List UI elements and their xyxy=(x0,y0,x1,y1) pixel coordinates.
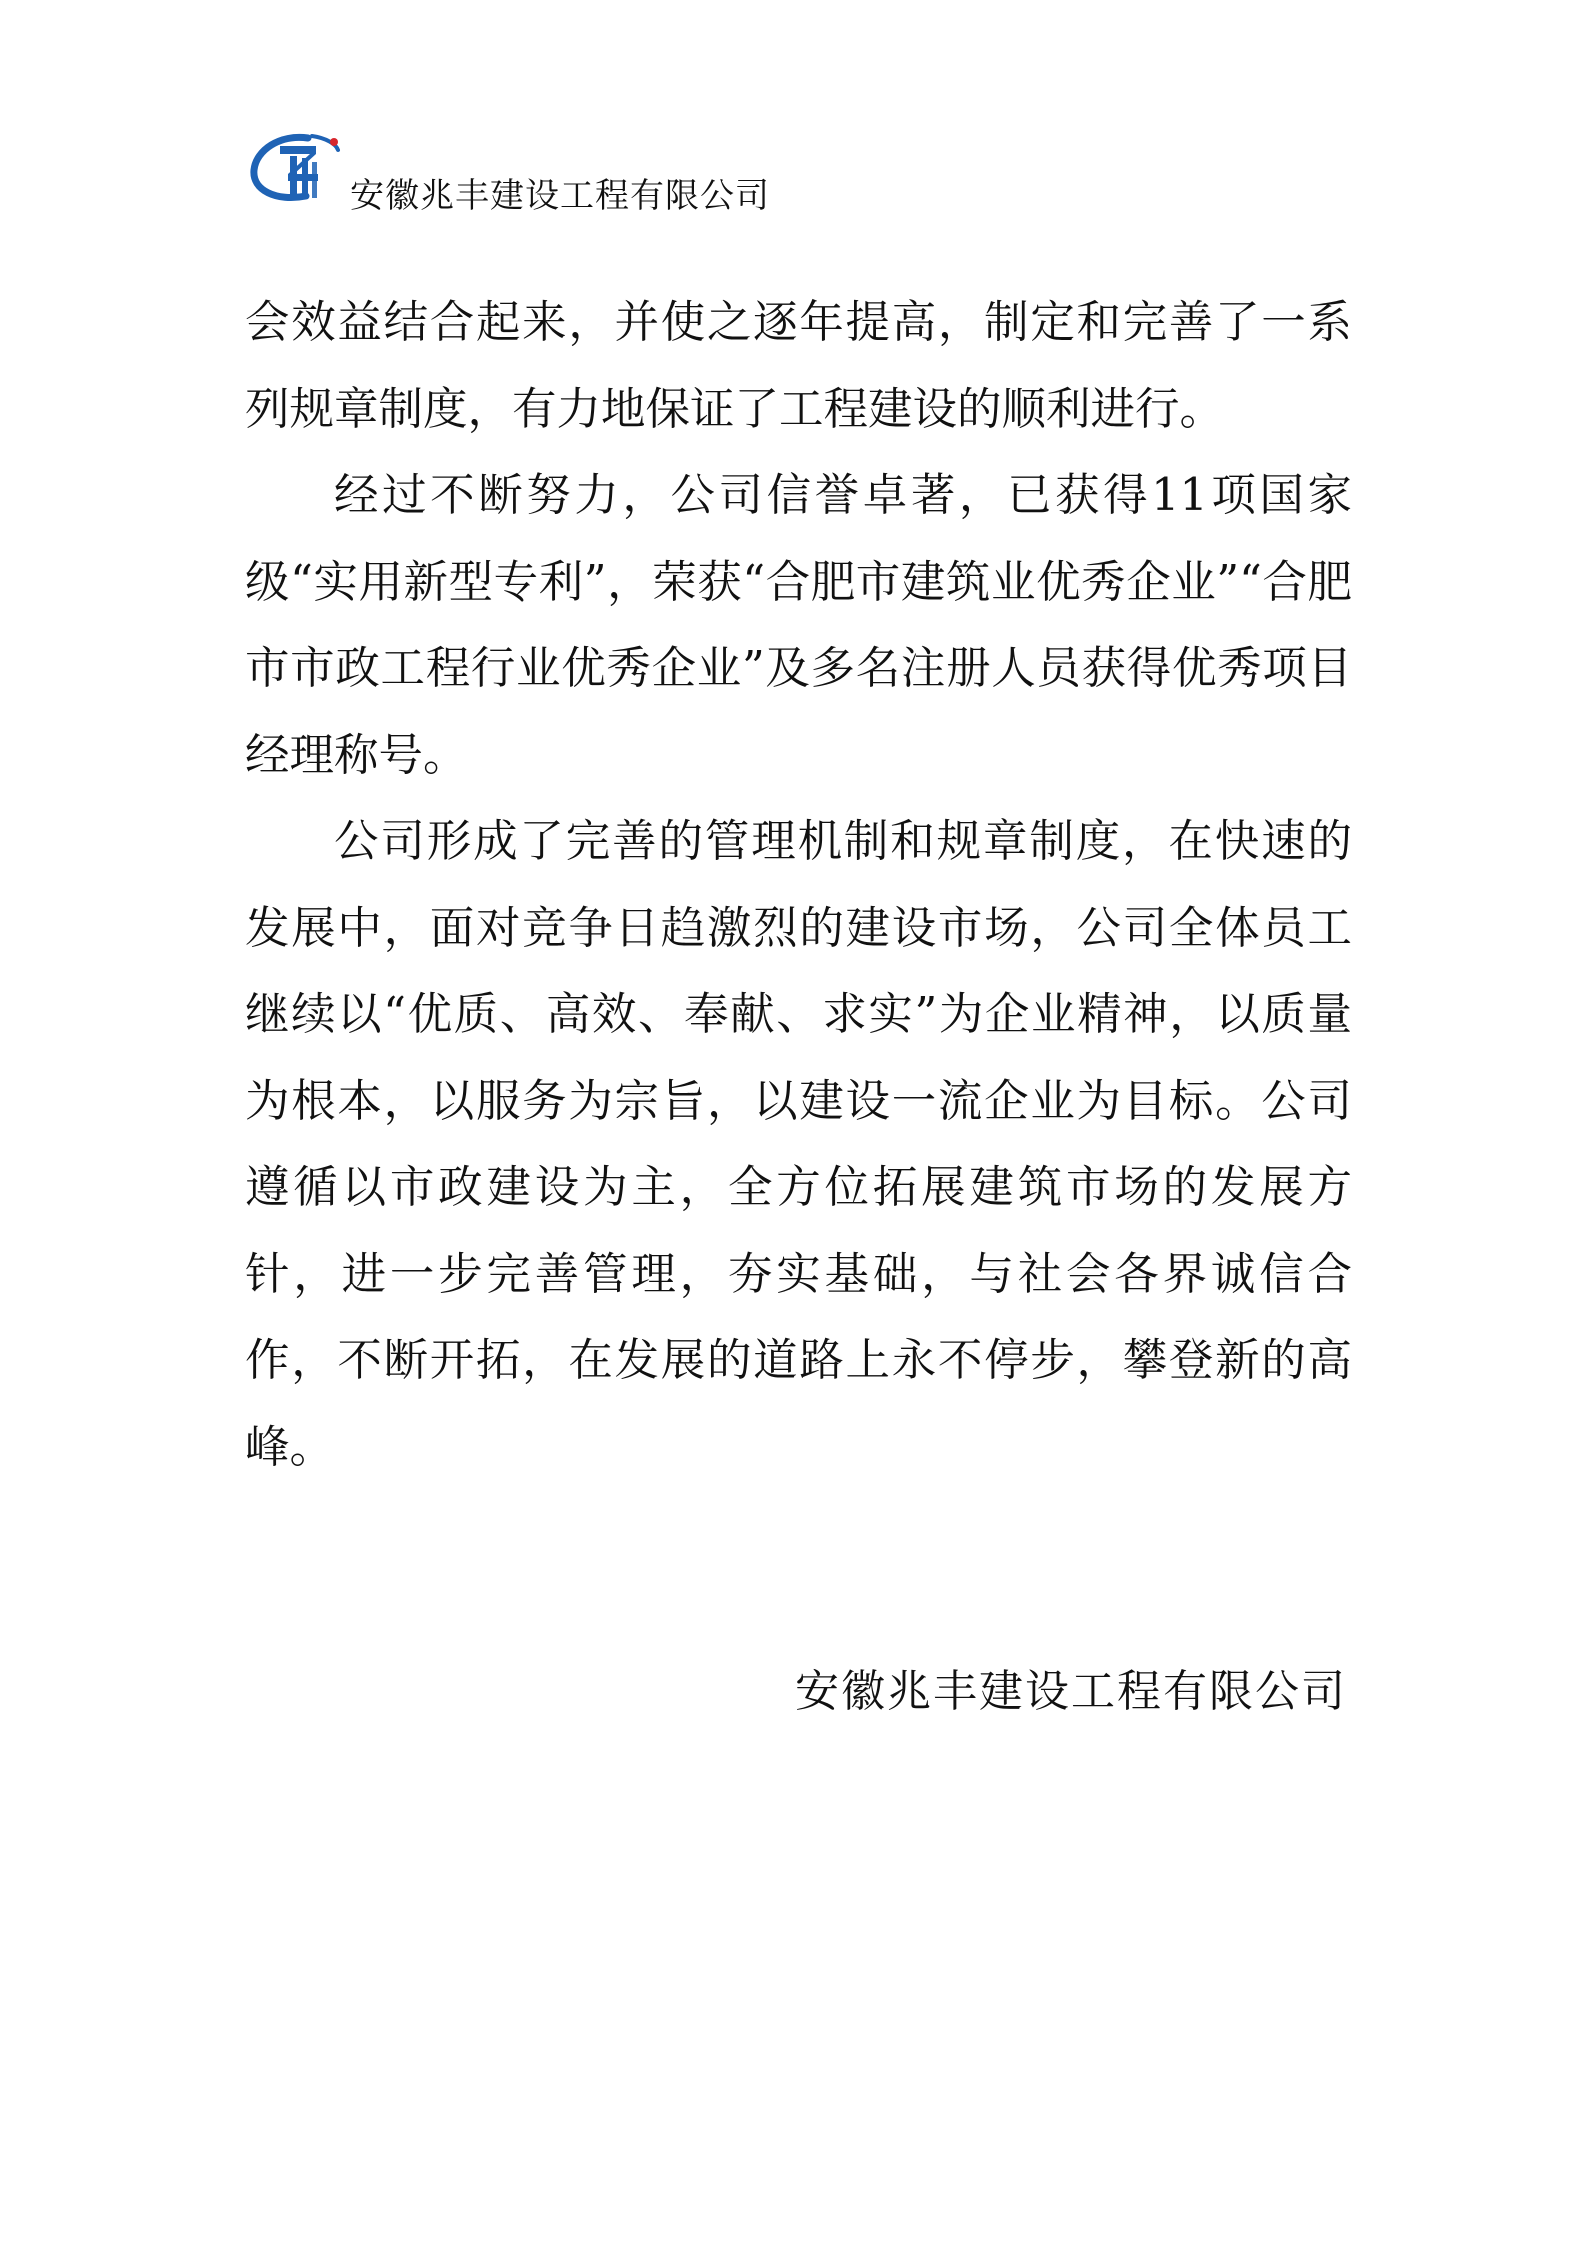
letterhead xyxy=(250,128,850,228)
company-logo-icon xyxy=(250,128,346,208)
paragraph-1: 会效益结合起来，并使之逐年提高，制定和完善了一系列规章制度，有力地保证了工程建设的顺利进行。 xyxy=(245,297,1352,435)
signature-company-name: 安徽兆丰建设工程有限公司 xyxy=(795,1666,1347,1717)
document-body xyxy=(245,280,1352,1491)
letterhead-company-name: 安徽兆丰建设工程有限公司 xyxy=(350,176,770,216)
paragraph-2: 经过不断努力，公司信誉卓著，已获得11项国家级“实用新型专利”，荣获“合肥市建筑业优秀企业”“合肥市市政工程行业优秀企业”及多名注册人员获得优秀项目经理称号。 xyxy=(245,470,1352,781)
paragraph-3: 公司形成了完善的管理机制和规章制度，在快速的发展中，面对竞争日趋激烈的建设市场，公司全体员工继续以“优质、高效、奉献、求实”为企业精神，以质量为根本，以服务为宗旨，以建设一流企业为目标。公司遵循以市政建设为主，全方位拓展建筑市场的发展方针，进一步完善管理，夯实基础，与社会各界诚信合作，不断开拓，在发展的道路上永不停步，攀登新的高峰。 xyxy=(245,816,1352,1473)
